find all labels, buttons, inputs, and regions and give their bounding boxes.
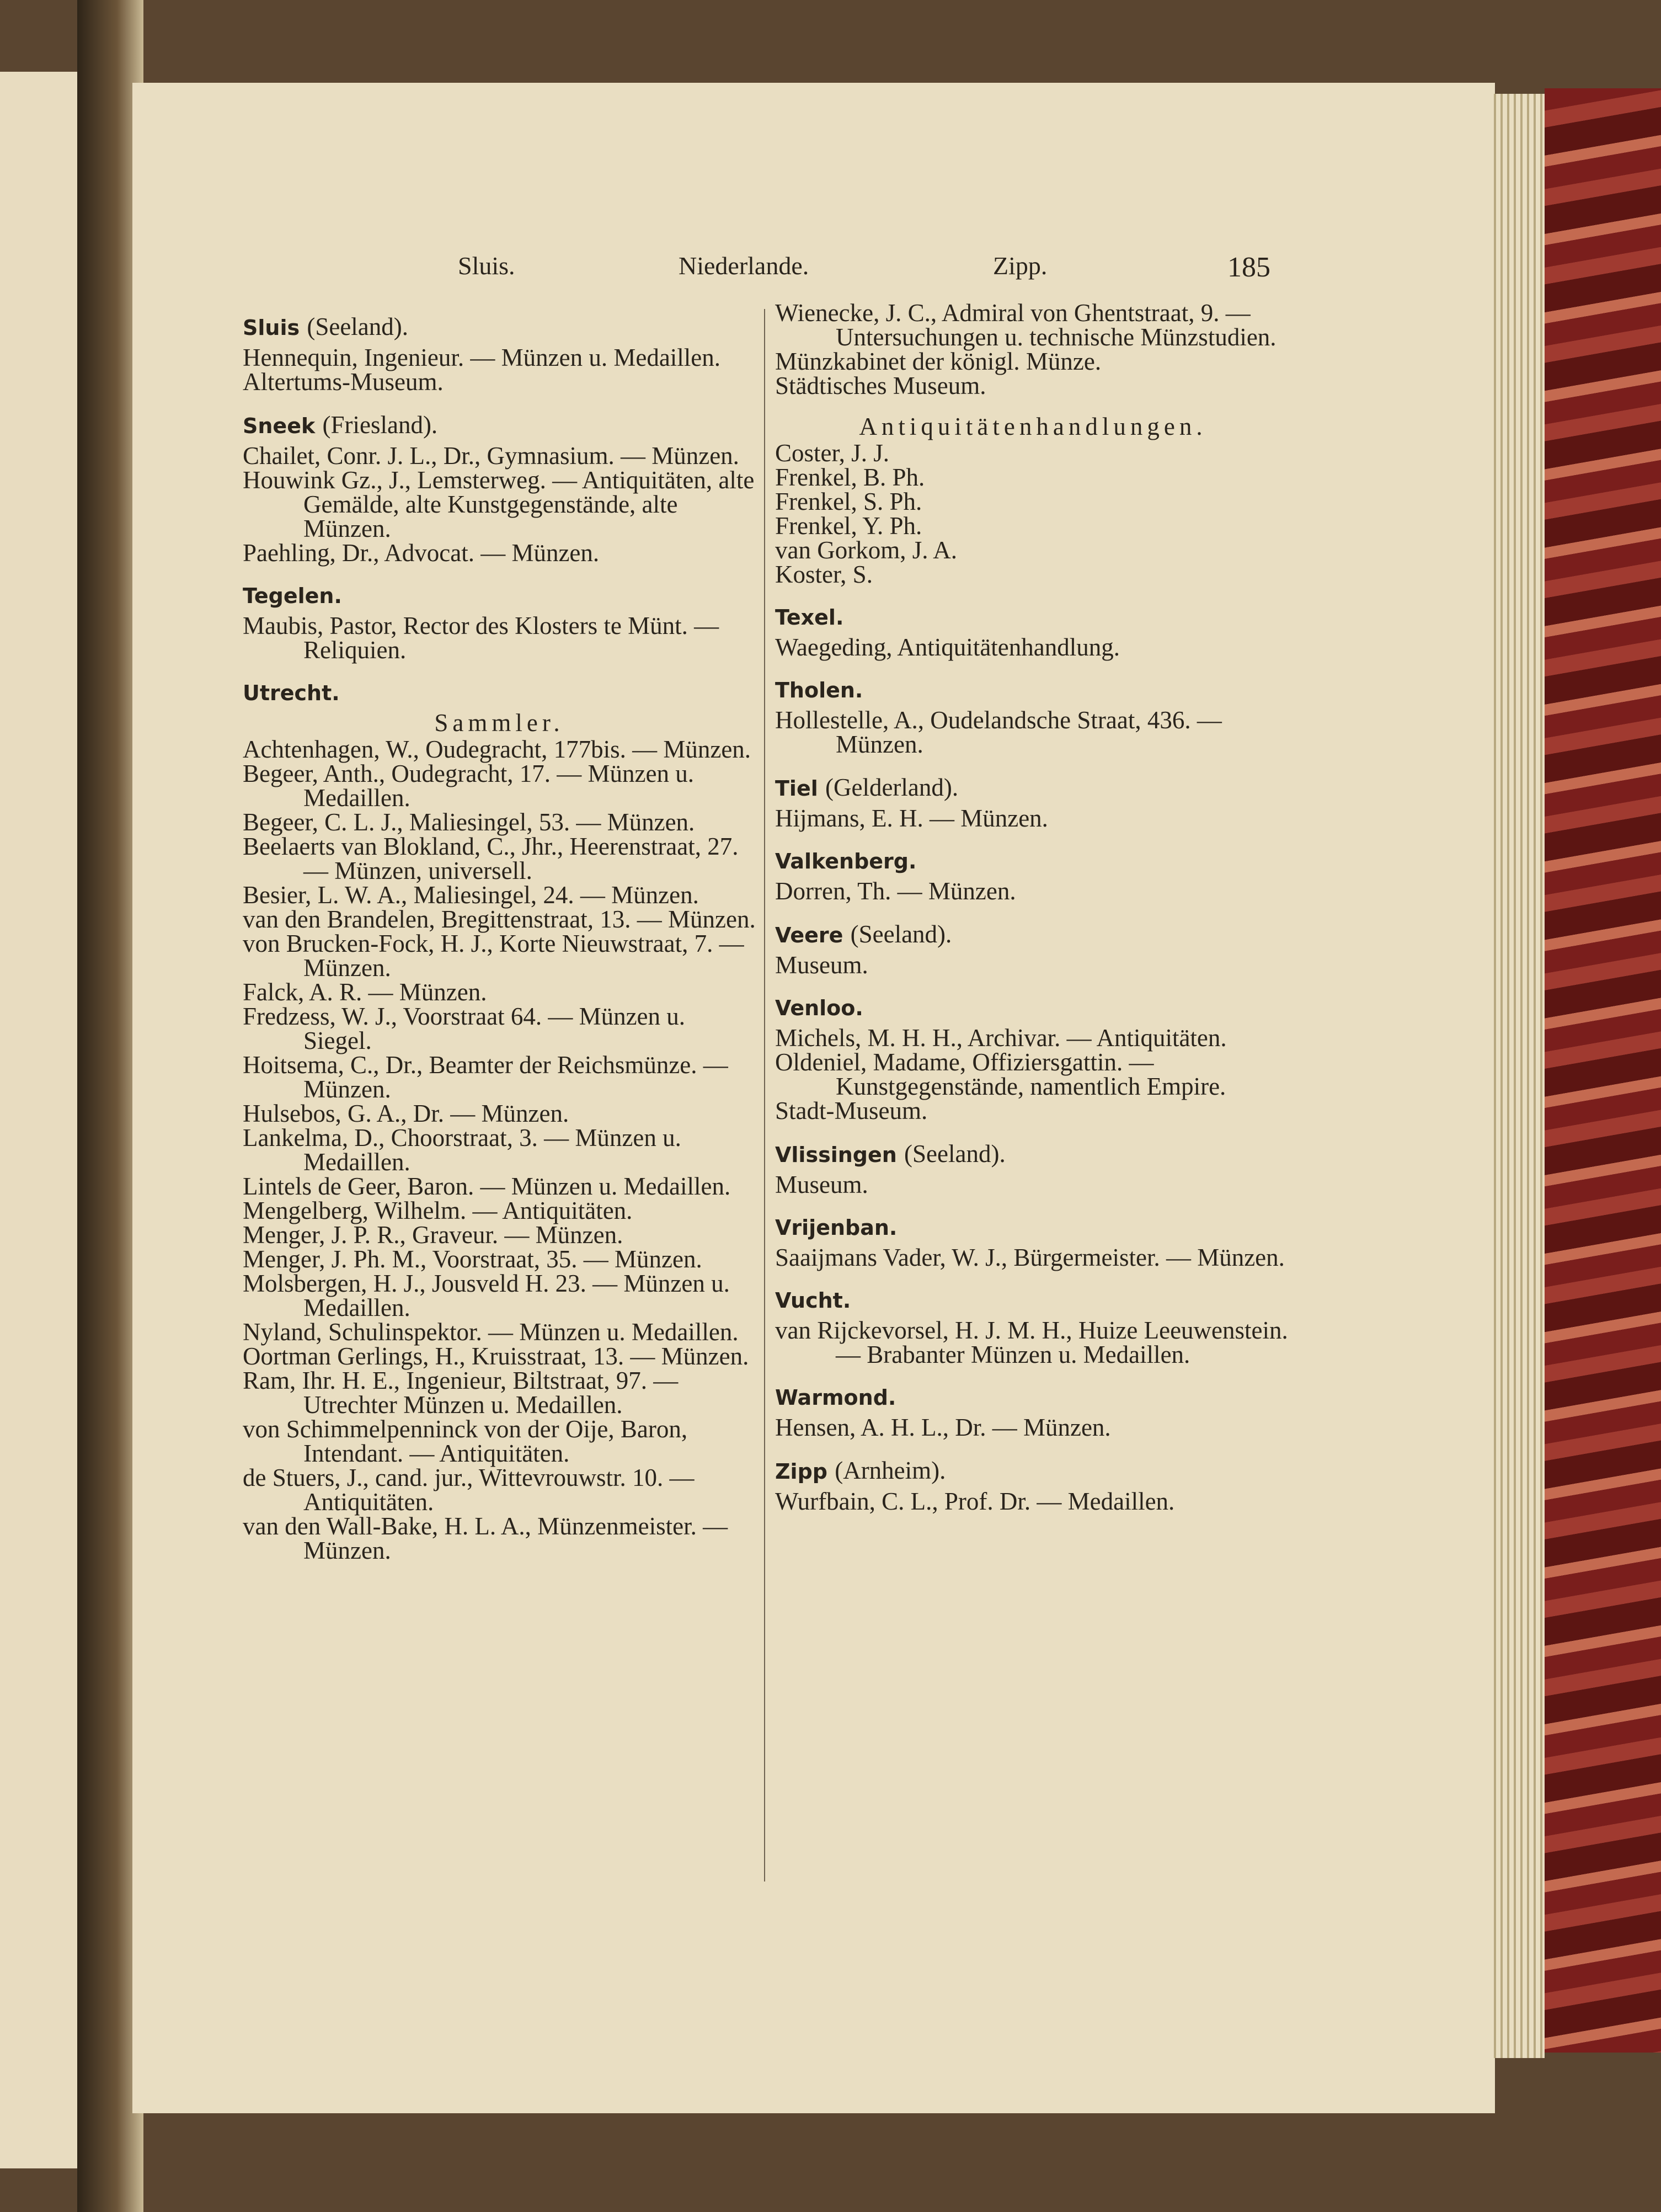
directory-entry: Hijmans, E. H. — Münzen.	[775, 804, 1048, 832]
page-number: 185	[1227, 252, 1270, 283]
directory-entry: Koster, S.	[775, 561, 873, 588]
place-name: Venloo.	[775, 996, 863, 1020]
directory-entry: Museum.	[775, 951, 868, 979]
directory-entry: Fredzess, W. J., Voorstraat 64. — Münzen u. Siegel.	[243, 1003, 686, 1054]
place-section	[775, 1288, 1291, 1367]
directory-entry: Paehling, Dr., Advocat. — Münzen.	[243, 539, 600, 567]
place-region: (Gelderland).	[825, 774, 959, 801]
place-heading	[775, 678, 1291, 702]
directory-entry: Münzkabinet der königl. Münze.	[775, 348, 1102, 375]
directory-entry: Hennequin, Ingenieur. — Münzen u. Medaillen.	[243, 344, 721, 371]
directory-entry: Frenkel, Y. Ph.	[775, 512, 922, 540]
page-edges	[1489, 94, 1545, 2058]
place-heading	[775, 922, 1291, 947]
place-section	[775, 301, 1291, 587]
place-heading	[775, 775, 1291, 801]
place-heading	[775, 1288, 1291, 1313]
directory-entry: Begeer, C. L. J., Maliesingel, 53. — Münzen.	[243, 808, 695, 836]
directory-entry: Hulsebos, G. A., Dr. — Münzen.	[243, 1100, 569, 1127]
directory-entry: Nyland, Schulinspektor. — Münzen u. Medaillen.	[243, 1318, 739, 1346]
place-name: Vrijenban.	[775, 1216, 898, 1240]
marbled-cover-edge	[1545, 88, 1661, 2053]
category-heading: Sammler.	[434, 709, 564, 737]
place-heading	[775, 849, 1291, 873]
directory-entry: Achtenhagen, W., Oudegracht, 177bis. — Münzen.	[243, 735, 751, 763]
place-name: Texel.	[775, 605, 844, 630]
place-name: Sneek	[243, 414, 316, 438]
place-region: (Seeland).	[850, 920, 952, 948]
place-name: Zipp	[775, 1459, 827, 1484]
directory-entry: Saaijmans Vader, W. J., Bürgermeister. — Münzen.	[775, 1244, 1285, 1271]
directory-entry: Menger, J. P. R., Graveur. — Münzen.	[243, 1221, 623, 1249]
directory-entry: van den Brandelen, Bregittenstraat, 13. — Münzen.	[243, 905, 756, 933]
running-head-center: Niederlande.	[679, 252, 809, 280]
directory-entry: Museum.	[775, 1171, 868, 1198]
directory-entry: Wurfbain, C. L., Prof. Dr. — Medaillen.	[775, 1488, 1175, 1515]
directory-entry: Michels, M. H. H., Archivar. — Antiquitäten.	[775, 1024, 1227, 1052]
place-section	[775, 996, 1291, 1123]
place-region: (Friesland).	[322, 411, 438, 439]
place-name: Vlissingen	[775, 1143, 897, 1167]
directory-entry: Beelaerts van Blokland, C., Jhr., Heerenstraat, 27. — Münzen, universell.	[243, 833, 739, 884]
place-region: (Arnheim).	[835, 1457, 946, 1484]
place-section	[775, 1385, 1291, 1440]
directory-entry: von Schimmelpenninck von der Oije, Baron, Intendant. — Antiquitäten.	[243, 1415, 688, 1467]
place-section	[775, 922, 1291, 977]
running-head-left: Sluis.	[458, 252, 515, 280]
place-name: Sluis	[243, 316, 300, 340]
directory-entry: Maubis, Pastor, Rector des Klosters te Münt. — Reliquien.	[243, 612, 719, 664]
directory-entry: Wienecke, J. C., Admiral von Ghentstraat, 9. — Untersuchungen u. technische Münzstudien.	[775, 299, 1277, 351]
place-heading	[243, 315, 756, 340]
place-section	[775, 1458, 1291, 1513]
category-heading: Antiquitätenhandlungen.	[859, 413, 1207, 440]
place-region: (Seeland).	[307, 313, 408, 340]
directory-entry: van den Wall-Bake, H. L. A., Münzenmeister. — Münzen.	[243, 1512, 728, 1564]
directory-entry: Oortman Gerlings, H., Kruisstraat, 13. — Münzen.	[243, 1342, 749, 1370]
column-divider	[764, 309, 765, 1881]
directory-entry: Oldeniel, Madame, Offiziersgattin. — Kunstgegenstände, namentlich Empire.	[775, 1048, 1226, 1100]
directory-entry: Städtisches Museum.	[775, 372, 986, 399]
place-name: Warmond.	[775, 1385, 896, 1410]
directory-entry: Frenkel, S. Ph.	[775, 488, 922, 515]
directory-entry: Begeer, Anth., Oudegracht, 17. — Münzen u. Medaillen.	[243, 760, 694, 812]
directory-entry: Lintels de Geer, Baron. — Münzen u. Medaillen.	[243, 1172, 731, 1200]
place-region: (Seeland).	[904, 1140, 1006, 1168]
directory-entry: Altertums-Museum.	[243, 368, 444, 396]
place-heading	[243, 584, 756, 608]
place-section	[775, 678, 1291, 756]
directory-entry: Houwink Gz., J., Lemsterweg. — Antiquitäten, alte Gemälde, alte Kunstgegenstände, alte Münzen.	[243, 466, 755, 542]
directory-entry: van Gorkom, J. A.	[775, 536, 957, 564]
left-page-edge	[0, 72, 77, 2168]
directory-entry: Ram, Ihr. H. E., Ingenieur, Biltstraat, 97. — Utrechter Münzen u. Medaillen.	[243, 1367, 679, 1419]
place-heading	[775, 1385, 1291, 1410]
right-column	[775, 301, 1291, 1513]
place-section	[243, 584, 756, 662]
place-section	[775, 1142, 1291, 1197]
place-section	[243, 315, 756, 394]
directory-entry: Dorren, Th. — Münzen.	[775, 877, 1016, 905]
directory-entry: Coster, J. J.	[775, 439, 889, 467]
directory-entry: Menger, J. Ph. M., Voorstraat, 35. — Münzen.	[243, 1245, 702, 1273]
directory-entry: Mengelberg, Wilhelm. — Antiquitäten.	[243, 1197, 633, 1224]
place-section	[243, 413, 756, 565]
directory-entry: Waegeding, Antiquitätenhandlung.	[775, 633, 1120, 661]
place-name: Tiel	[775, 776, 818, 801]
running-head-right: Zipp.	[993, 252, 1048, 280]
directory-entry: Falck, A. R. — Münzen.	[243, 978, 487, 1006]
place-heading	[775, 1142, 1291, 1167]
place-name: Utrecht.	[243, 681, 340, 705]
place-section	[775, 605, 1291, 659]
directory-entry: Hollestelle, A., Oudelandsche Straat, 436. — Münzen.	[775, 706, 1222, 758]
place-section	[775, 849, 1291, 903]
directory-entry: Hensen, A. H. L., Dr. — Münzen.	[775, 1414, 1111, 1441]
place-name: Tholen.	[775, 678, 863, 702]
place-section	[775, 1216, 1291, 1270]
place-heading	[775, 1216, 1291, 1240]
directory-entry: von Brucken-Fock, H. J., Korte Nieuwstraat, 7. — Münzen.	[243, 930, 744, 982]
place-heading	[775, 996, 1291, 1020]
directory-entry: van Rijckevorsel, H. J. M. H., Huize Leeuwenstein. — Brabanter Münzen u. Medaillen.	[775, 1316, 1288, 1368]
place-heading	[775, 1458, 1291, 1484]
directory-entry: Stadt-Museum.	[775, 1097, 928, 1124]
place-heading	[243, 681, 756, 705]
place-name: Valkenberg.	[775, 849, 917, 873]
directory-entry: Chailet, Conr. J. L., Dr., Gymnasium. — Münzen.	[243, 442, 739, 470]
place-name: Veere	[775, 923, 843, 947]
directory-entry: de Stuers, J., cand. jur., Wittevrouwstr. 10. — Antiquitäten.	[243, 1464, 695, 1516]
directory-entry: Molsbergen, H. J., Jousveld H. 23. — Münzen u. Medaillen.	[243, 1270, 730, 1321]
directory-entry: Lankelma, D., Choorstraat, 3. — Münzen u. Medaillen.	[243, 1124, 681, 1176]
left-column	[243, 315, 756, 1563]
place-heading	[775, 605, 1291, 630]
place-heading	[243, 413, 756, 438]
directory-entry: Frenkel, B. Ph.	[775, 463, 925, 491]
place-name: Tegelen.	[243, 584, 342, 608]
place-name: Vucht.	[775, 1288, 851, 1313]
directory-entry: Besier, L. W. A., Maliesingel, 24. — Münzen.	[243, 881, 699, 909]
directory-entry: Hoitsema, C., Dr., Beamter der Reichsmünze. — Münzen.	[243, 1051, 728, 1103]
place-section	[243, 681, 756, 1563]
place-section	[775, 775, 1291, 830]
